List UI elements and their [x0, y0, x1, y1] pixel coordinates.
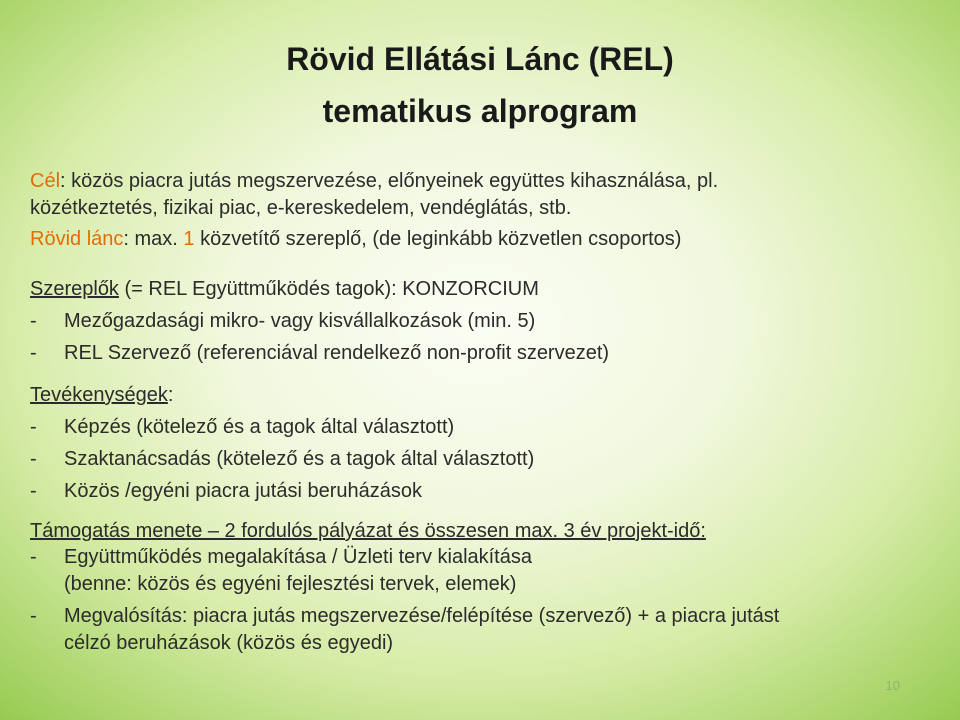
goal-text-2: közétkeztetés, fizikai piac, e-kereskedelem, vendéglátás, stb.	[30, 197, 572, 219]
support-item-2-line-1: Megvalósítás: piacra jutás megszervezése/felépítése (szervező) + a piacra jutást	[64, 605, 780, 627]
actors-heading-rest: (= REL Együttműködés tagok): KONZORCIUM	[118, 278, 539, 300]
support-item-1-line-2: (benne: közös és egyéni fejlesztési tervek, elemek)	[64, 573, 517, 595]
support-heading: Támogatás menete – 2 fordulós pályázat és összesen max. 3 év projekt-idő:	[30, 520, 706, 542]
short-chain-number: 1	[183, 228, 195, 250]
bullet-dash: -	[30, 546, 37, 568]
short-chain-text-pre: : max.	[123, 228, 184, 250]
bullet-dash: -	[30, 342, 37, 364]
page-number: 10	[885, 678, 900, 693]
activities-heading-rest: :	[167, 384, 174, 406]
slide-title-line-2: tematikus alprogram	[322, 93, 638, 129]
actors-item-text: Mezőgazdasági mikro- vagy kisvállalkozások (min. 5)	[64, 310, 536, 332]
activities-heading: Tevékenységek	[30, 384, 168, 406]
activities-heading-line	[30, 382, 173, 408]
activities-item-text: Közös /egyéni piacra jutási beruházások	[64, 480, 422, 502]
support-item-1-line-1: Együttműködés megalakítása / Üzleti terv kialakítása	[64, 546, 532, 568]
bullet-dash: -	[30, 416, 37, 438]
goal-text-1: : közös piacra jutás megszervezése, előnyeinek együttes kihasználása, pl.	[60, 170, 719, 192]
goal-line-2	[30, 195, 571, 221]
support-item-2-line-2: célzó beruházások (közös és egyedi)	[64, 632, 394, 654]
slide-title-line-1: Rövid Ellátási Lánc (REL)	[286, 41, 674, 77]
goal-line-1	[30, 168, 718, 194]
actors-heading: Szereplők	[30, 278, 119, 300]
activities-item	[0, 414, 960, 440]
short-chain-line	[30, 226, 681, 252]
bullet-dash: -	[30, 605, 37, 627]
activities-item	[0, 478, 960, 504]
actors-item	[0, 340, 960, 366]
support-item	[0, 544, 960, 570]
actors-item-text: REL Szervező (referenciával rendelkező non-profit szervezet)	[64, 342, 610, 364]
bullet-dash: -	[30, 310, 37, 332]
bullet-dash: -	[30, 480, 37, 502]
activities-item-text: Képzés (kötelező és a tagok által választott)	[64, 416, 455, 438]
short-chain-label: Rövid lánc	[30, 228, 124, 250]
actors-item	[0, 308, 960, 334]
support-item	[0, 603, 960, 629]
activities-item-text: Szaktanácsadás (kötelező és a tagok által választott)	[64, 448, 535, 470]
actors-heading-line	[30, 276, 539, 302]
short-chain-text-post: közvetítő szereplő, (de leginkább közvetlen csoportos)	[194, 228, 682, 250]
bullet-dash: -	[30, 448, 37, 470]
activities-item	[0, 446, 960, 472]
goal-label: Cél	[30, 170, 61, 192]
